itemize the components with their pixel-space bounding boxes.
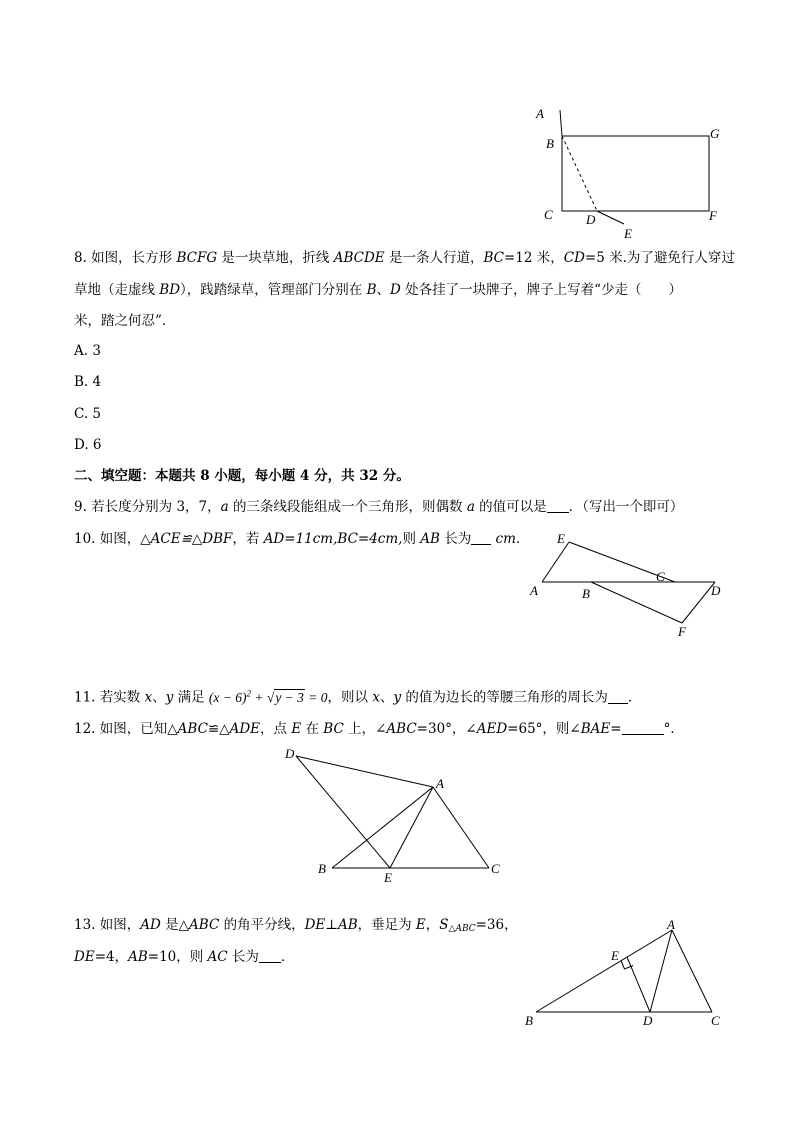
q8-figure: [520, 100, 730, 245]
q13-triangle-diagram: [520, 915, 730, 1030]
q12-triangles-diagram: [280, 742, 510, 887]
q12-answer-blank[interactable]: [622, 720, 664, 735]
q10-label-c: C: [656, 569, 665, 584]
q10-label-e: E: [557, 531, 565, 546]
q12-line: 12. 如图，已知△ABC≌△ADE，点 E 在 BC 上，∠ABC=30°，∠AED=65°，则∠BAE= °．: [74, 721, 684, 737]
q13-figure: [520, 915, 730, 1030]
q8-label-a: A: [536, 106, 544, 121]
q8-line-1: 8. 如图，长方形 BCFG 是一块草地，折线 ABCDE 是一条人行道，BC=12 米，CD=5 米.为了避免行人穿过: [74, 250, 735, 266]
q8-label-g: G: [710, 126, 720, 141]
section-heading-fill-in: 二、填空题：本题共 8 小题，每小题 4 分，共 32 分。: [74, 468, 410, 484]
q8-option-c: C. 5: [74, 406, 102, 422]
q13-label-e: E: [611, 948, 619, 963]
q8-option-b: B. 4: [74, 374, 102, 390]
q9-answer-blank[interactable]: [547, 498, 569, 513]
q12-label-d: D: [285, 746, 295, 761]
q8-line-3: 米，踏之何忍”．: [74, 313, 176, 329]
q10-label-b: B: [582, 586, 590, 601]
q10-label-a: A: [530, 583, 538, 598]
q12-figure: [280, 742, 510, 887]
q11-answer-blank[interactable]: [608, 689, 628, 704]
q8-option-d: D. 6: [74, 437, 102, 453]
q13-line-1: 13. 如图，AD 是△ABC 的角平分线，DE⊥AB，垂足为 E，$S_{\triangle ABC}=36$，: [74, 917, 518, 934]
q13-line-2: DE=4，AB=10，则 AC 长为 ．: [74, 949, 295, 965]
q10-triangles-diagram: [525, 530, 730, 640]
q13-label-a: A: [667, 917, 675, 932]
q8-label-e: E: [624, 226, 632, 241]
q12-label-e: E: [384, 870, 392, 885]
q8-option-a: A. 3: [74, 343, 101, 359]
q13-answer-blank[interactable]: [259, 948, 281, 963]
q13-label-c: C: [711, 1013, 720, 1028]
q8-rectangle-diagram: [520, 100, 730, 245]
q13-label-b: B: [525, 1013, 533, 1028]
q11-equation: $(x - 6)^2 + √y - 3 = 0$: [208, 688, 328, 705]
q8-line-2: 草地（走虚线 BD），践踏绿草，管理部门分别在 B、D 处各挂了一块牌子，牌子上写着“少走（ ）: [74, 282, 683, 298]
q12-label-a: A: [436, 776, 444, 791]
q12-label-c: C: [491, 861, 500, 876]
q8-label-c: C: [544, 207, 553, 222]
q8-label-f: F: [709, 208, 717, 223]
q10-answer-blank[interactable]: [471, 530, 491, 545]
q10-figure: [525, 530, 730, 640]
q10-label-d: D: [711, 583, 721, 598]
q10-label-f: F: [678, 624, 686, 639]
q9-line: 9. 若长度分别为 3，7，a 的三条线段能组成一个三角形，则偶数 a 的值可以是 ．（写出一个即可）: [74, 499, 684, 515]
q12-label-b: B: [318, 861, 326, 876]
q8-label-b: B: [546, 136, 554, 151]
q10-line: 10. 如图，△ACE≌△DBF，若 AD=11cm,BC=4cm,则 AB 长为 cm.: [74, 531, 521, 547]
q8-label-d: D: [586, 212, 596, 227]
q13-label-d: D: [643, 1013, 653, 1028]
q11-line: 11. 若实数 x、y 满足 $(x - 6)^2 + √y - 3 = 0$，则以 x、y 的值为边长的等腰三角形的周长为 ．: [74, 688, 642, 706]
